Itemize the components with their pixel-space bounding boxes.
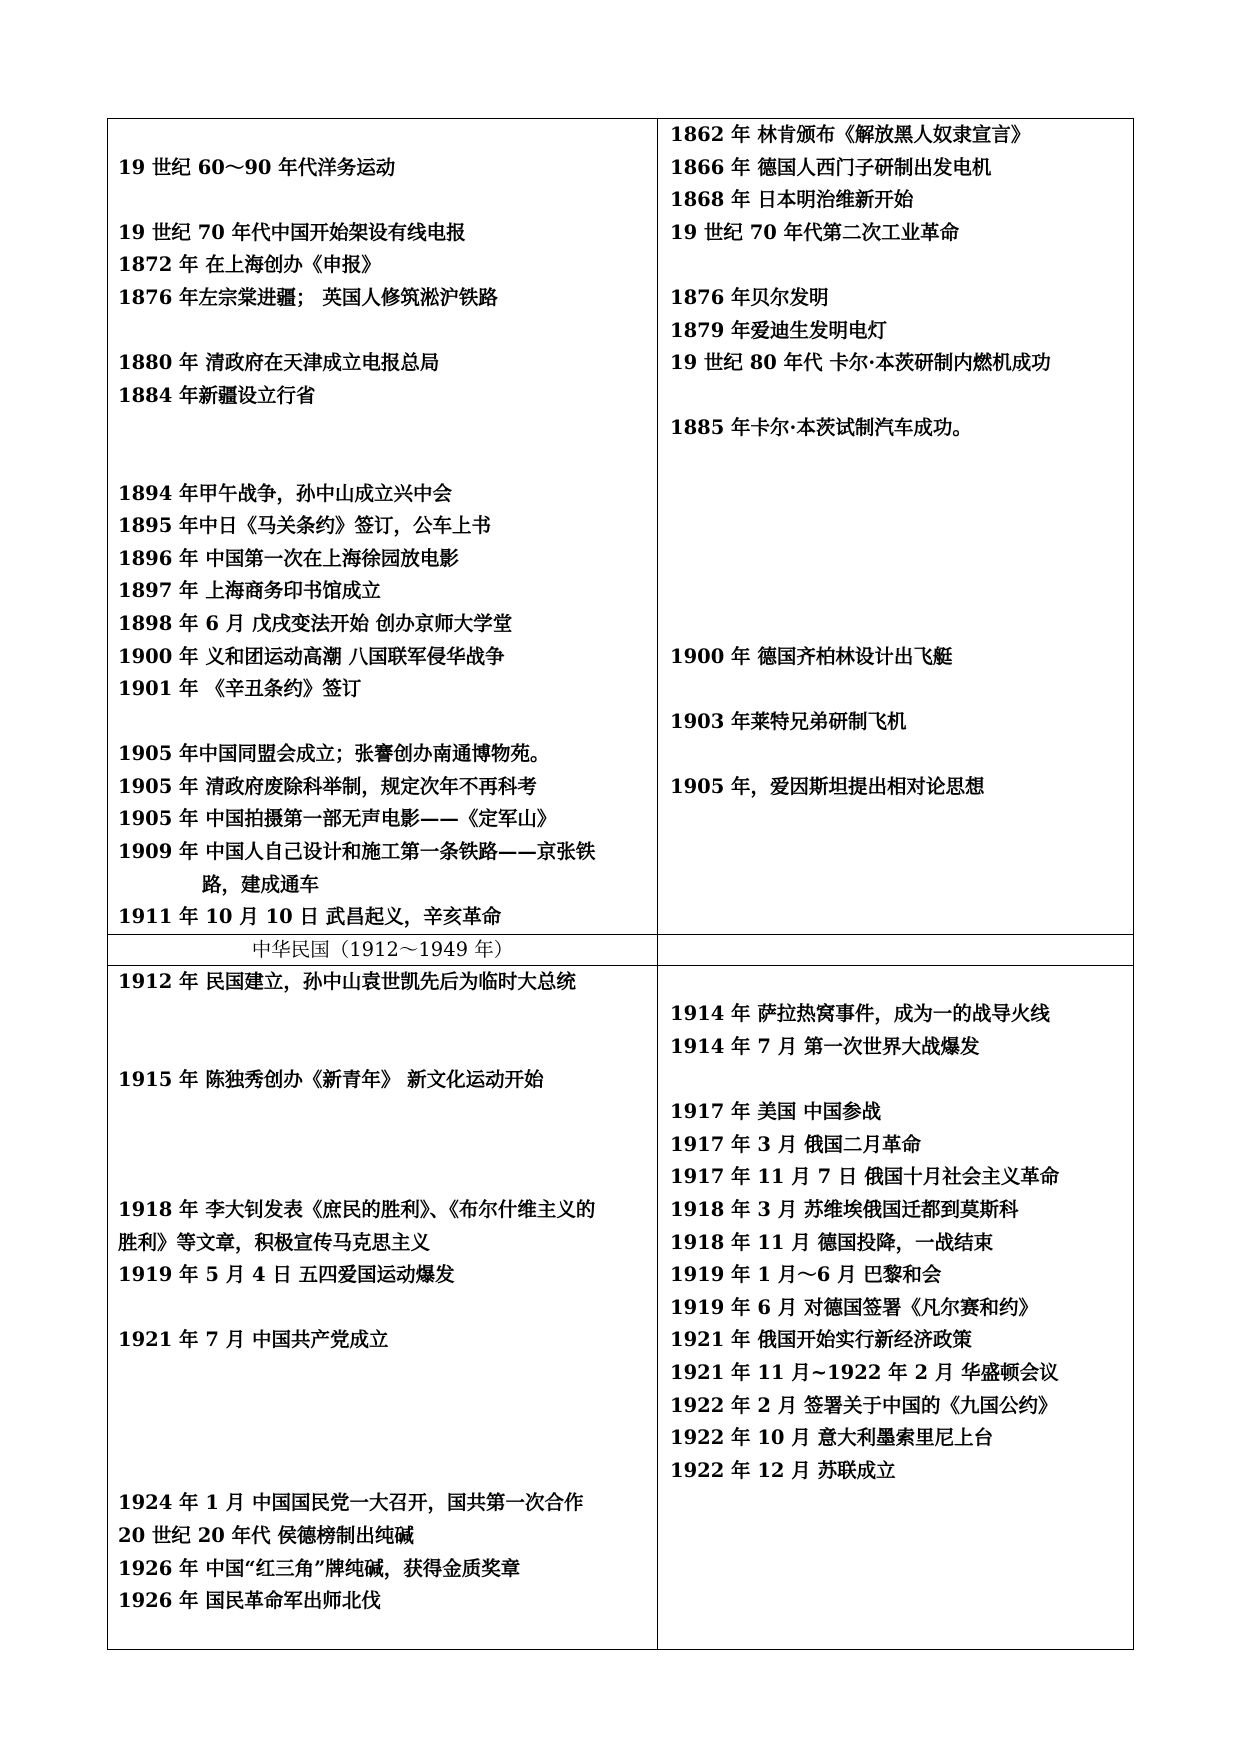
roc-period-row (108, 965, 1134, 1649)
event-line: 1918 年 李大钊发表《庶民的胜利》、《布尔什维主义的 (118, 1198, 596, 1221)
blank-line (108, 315, 657, 348)
event-line: 1921 年 7 月 中国共产党成立 (118, 1328, 389, 1352)
event-line: 1922 年 12 月 苏联成立 (670, 1458, 896, 1482)
event-line: 1924 年 1 月 中国国民党一大召开，国共第一次合作 (118, 1491, 584, 1515)
world-events-cell (658, 965, 1134, 1649)
period-header-row (108, 934, 1134, 965)
event-line: 1915 年 陈独秀创办《新青年》 新文化运动开始 (118, 1067, 544, 1091)
event-line: 1905 年，爱因斯坦提出相对论思想 (670, 774, 985, 798)
event-line: 1921 年 11 月~1922 年 2 月 华盛顿会议 (670, 1360, 1059, 1384)
blank-line (108, 1031, 657, 1064)
event-line: 19 世纪 60～90 年代洋务运动 (118, 155, 396, 179)
blank-line (108, 184, 657, 217)
event-line: 1921 年 俄国开始实行新经济政策 (670, 1328, 972, 1352)
blank-line (108, 1161, 657, 1194)
event-line: 1918 年 11 月 德国投降，一战结束 (670, 1230, 994, 1254)
event-line: 1895 年中日《马关条约》签订，公车上书 (118, 514, 492, 538)
event-line: 胜利》等文章，积极宣传马克思主义 (118, 1230, 431, 1254)
event-line: 20 世纪 20 年代 侯德榜制出纯碱 (118, 1523, 414, 1547)
blank-line (658, 608, 1133, 641)
blank-line (108, 706, 657, 739)
blank-line (658, 510, 1133, 543)
event-line: 1876 年左宗棠进疆； 英国人修筑淞沪铁路 (118, 285, 498, 309)
event-line: 1866 年 德国人西门子研制出发电机 (670, 155, 992, 179)
event-line: 1884 年新疆设立行省 (118, 383, 316, 407)
event-line: 19 世纪 80 年代 卡尔·本茨研制内燃机成功 (670, 351, 1051, 375)
period-header-cell (108, 934, 658, 965)
event-line: 1905 年 中国拍摄第一部无声电影——《定军山》 (118, 807, 557, 831)
event-line: 1926 年 国民革命军出师北伐 (118, 1589, 381, 1613)
event-line: 1914 年 7 月 第一次世界大战爆发 (670, 1035, 980, 1059)
blank-line (108, 1096, 657, 1129)
event-line: 1879 年爱迪生发明电灯 (670, 318, 888, 342)
world-events-cell (658, 119, 1134, 935)
event-line: 1919 年 1 月～6 月 巴黎和会 (670, 1263, 942, 1287)
event-line: 1905 年中国同盟会成立；张謇创办南通博物苑。 (118, 742, 550, 766)
event-line: 1894 年甲午战争，孙中山成立兴中会 (118, 481, 453, 505)
blank-line (658, 249, 1133, 282)
blank-line (658, 445, 1133, 478)
blank-line (658, 478, 1133, 511)
event-line: 1900 年 义和团运动高潮 八国联军侵华战争 (118, 644, 505, 668)
blank-line (658, 575, 1133, 608)
blank-line (108, 1422, 657, 1455)
blank-line (108, 1292, 657, 1325)
event-line: 1880 年 清政府在天津成立电报总局 (118, 351, 440, 375)
event-line: 1911 年 10 月 10 日 武昌起义，辛亥革命 (118, 905, 502, 929)
event-line: 1918 年 3 月 苏维埃俄国迁都到莫斯科 (670, 1198, 1019, 1221)
china-events-cell (108, 965, 658, 1649)
event-line: 1919 年 5 月 4 日 五四爱国运动爆发 (118, 1263, 455, 1287)
event-line: 1919 年 6 月 对德国签署《凡尔赛和约》 (670, 1295, 1038, 1319)
blank-line (658, 543, 1133, 576)
blank-line (108, 1357, 657, 1390)
blank-line (108, 1129, 657, 1162)
event-line: 1897 年 上海商务印书馆成立 (118, 579, 381, 603)
event-line: 1903 年莱特兄弟研制飞机 (670, 709, 907, 733)
event-line: 1876 年贝尔发明 (670, 285, 829, 309)
event-line: 1909 年 中国人自己设计和施工第一条铁路——京张铁 (118, 840, 596, 864)
blank-line (108, 1455, 657, 1488)
event-line: 1901 年 《辛丑条约》签订 (118, 677, 362, 701)
event-line: 1914 年 萨拉热窝事件，成为一的战导火线 (670, 1002, 1050, 1026)
event-line: 1885 年卡尔·本茨试制汽车成功。 (670, 416, 972, 440)
event-line: 1917 年 3 月 俄国二月革命 (670, 1132, 921, 1156)
event-line: 1917 年 11 月 7 日 俄国十月社会主义革命 (670, 1165, 1060, 1189)
event-line: 1922 年 10 月 意大利墨索里尼上台 (670, 1426, 994, 1450)
blank-line (658, 738, 1133, 771)
event-line: 19 世纪 70 年代中国开始架设有线电报 (118, 220, 466, 244)
event-line: 1862 年 林肯颁布《解放黑人奴隶宣言》 (670, 123, 1031, 146)
china-events-cell (108, 119, 658, 935)
event-line: 1868 年 日本明治维新开始 (670, 188, 914, 212)
event-line: 1900 年 德国齐柏林设计出飞艇 (670, 644, 953, 668)
blank-line (108, 1390, 657, 1423)
period-header: 中华民国（1912～1949 年） (251, 937, 514, 961)
blank-line (658, 966, 1133, 999)
blank-line (108, 445, 657, 478)
event-line: 1898 年 6 月 戊戌变法开始 创办京师大学堂 (118, 611, 513, 635)
blank-line (658, 1064, 1133, 1097)
event-line: 1896 年 中国第一次在上海徐园放电影 (118, 546, 459, 570)
blank-line (108, 412, 657, 445)
event-line: 1872 年 在上海创办《申报》 (118, 253, 381, 277)
event-line: 路，建成通车 (202, 872, 320, 896)
timeline-table (107, 118, 1133, 1650)
blank-line (658, 380, 1133, 413)
period-header-empty-cell (658, 934, 1134, 965)
qing-period-row (108, 119, 1134, 935)
blank-line (658, 673, 1133, 706)
event-line: 1912 年 民国建立，孙中山袁世凯先后为临时大总统 (118, 969, 576, 993)
event-line: 1926 年 中国“红三角”牌纯碱，获得金质奖章 (118, 1556, 521, 1580)
event-line: 1917 年 美国 中国参战 (670, 1100, 882, 1124)
event-line: 1922 年 2 月 签署关于中国的《九国公约》 (670, 1393, 1058, 1417)
blank-line (108, 119, 657, 152)
event-line: 19 世纪 70 年代第二次工业革命 (670, 220, 960, 244)
blank-line (108, 998, 657, 1031)
event-line: 1905 年 清政府废除科举制，规定次年不再科考 (118, 774, 537, 798)
